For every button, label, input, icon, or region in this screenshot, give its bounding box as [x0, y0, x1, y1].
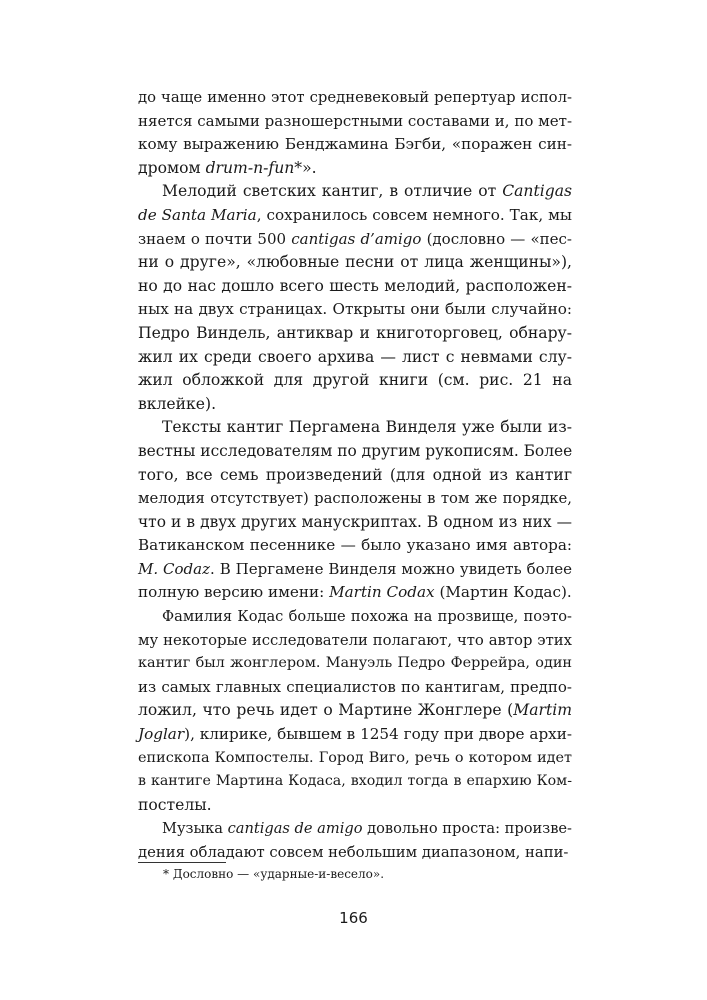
- text-line: [138, 298, 572, 322]
- footnote: * Дословно — «ударные-и-весело».: [163, 867, 385, 881]
- text-run: постелы.: [138, 795, 212, 814]
- text-run: Фамилия Кодас больше похожа на прозвище, поэто-: [162, 608, 572, 626]
- text-run: жил обложкой для другой книги (см. рис. 21 на: [138, 371, 572, 390]
- italic-text: Martim: [513, 701, 572, 720]
- text-run: полную версию имени:: [138, 583, 330, 602]
- text-run: *».: [294, 158, 317, 177]
- text-run: епископа Компостелы. Город Виго, речь о котором идет: [138, 749, 572, 766]
- text-line: [138, 676, 572, 700]
- text-line: [138, 511, 572, 535]
- text-line: [138, 605, 572, 629]
- text-line: [138, 817, 572, 841]
- text-line: [138, 534, 572, 558]
- text-run: кантиг был жонглером. Мануэль Педро Феррейра, один: [138, 655, 572, 672]
- text-line: [138, 747, 572, 771]
- text-line: [138, 157, 572, 181]
- paragraph: [138, 605, 572, 817]
- text-run: . В Пергамене Винделя можно увидеть более: [210, 559, 572, 578]
- text-line: [138, 110, 572, 134]
- text-run: из самых главных специалистов по кантигам, предпо-: [138, 677, 572, 696]
- text-line: [138, 228, 572, 252]
- body-text: [138, 86, 572, 865]
- text-run: Педро Виндель, антиквар и книготорговец, обнару-: [138, 323, 572, 342]
- text-line: [138, 416, 572, 440]
- text-run: ни о друге», «любовные песни от лица женщины»),: [138, 253, 572, 272]
- text-line: [138, 794, 572, 818]
- text-line: [138, 581, 572, 605]
- italic-text: M. Codaz: [138, 559, 211, 578]
- text-line: [138, 440, 572, 464]
- text-line: [138, 393, 572, 417]
- text-line: [138, 86, 572, 110]
- text-run: вестны исследователям по другим рукописям. Более: [138, 441, 573, 460]
- text-run: но до нас дошло всего шесть мелодий, расположен-: [138, 276, 572, 295]
- italic-text: Joglar: [138, 725, 185, 744]
- text-run: жил их среди своего архива — лист с невмами слу-: [138, 347, 572, 366]
- text-run: му некоторые исследователи полагают, что автор этих: [138, 631, 572, 649]
- text-run: ), клирике, бывшем в 1254 году при дворе архи-: [184, 725, 572, 744]
- text-line: [138, 275, 572, 299]
- text-run: что и в двух других манускриптах. В одном из них —: [138, 512, 572, 531]
- page-number: 166: [339, 909, 368, 927]
- paragraph: [138, 817, 572, 864]
- text-line: [138, 487, 572, 511]
- text-run: Музыка: [162, 820, 228, 838]
- text-run: до чаще именно этот средневековый репертуар испол-: [138, 89, 572, 106]
- text-run: того, все семь произведений (для одной из кантиг: [138, 465, 572, 484]
- text-line: [138, 699, 572, 723]
- text-line: [138, 464, 572, 488]
- text-run: в кантиге Мартина Кодаса, входил тогда в епархию Ком-: [138, 773, 572, 790]
- text-run: вклейке).: [138, 394, 217, 413]
- text-line: [138, 770, 572, 794]
- text-run: няется самыми разношерстными составами и, по мет-: [138, 111, 573, 130]
- text-line: [138, 558, 572, 582]
- paragraph: [138, 416, 572, 605]
- text-run: довольно проста: произве-: [362, 820, 572, 838]
- text-run: мелодия отсутствует) расположены в том же порядке,: [138, 490, 572, 508]
- footnote-divider: [138, 862, 226, 863]
- italic-text: Cantigas: [502, 182, 572, 201]
- text-run: знаем о почти 500: [138, 229, 292, 248]
- text-run: , сохранилось совсем немного. Так, мы: [256, 205, 572, 224]
- text-line: [138, 346, 572, 370]
- paragraph: [138, 180, 572, 416]
- italic-text: cantigas d’amigo: [291, 229, 422, 248]
- text-line: [138, 204, 572, 228]
- text-run: ложил, что речь идет о Мартине Жонглере (: [138, 701, 514, 720]
- italic-text: Martin Codax: [329, 583, 435, 602]
- text-run: Мелодий светских кантиг, в отличие от: [162, 182, 503, 201]
- text-line: [138, 133, 572, 157]
- text-line: [138, 652, 572, 676]
- text-run: дромом: [138, 158, 206, 177]
- text-run: (дословно — «пес-: [421, 229, 572, 248]
- text-run: Тексты кантиг Пергамена Винделя уже были из-: [162, 418, 572, 437]
- text-run: ных на двух страницах. Открыты они были случайно:: [138, 300, 572, 319]
- text-run: (Мартин Кодас).: [434, 583, 572, 602]
- italic-text: drum-n-fun: [205, 158, 295, 177]
- text-line: [138, 180, 572, 204]
- text-run: Ватиканском песеннике — было указано имя автора:: [138, 536, 572, 555]
- text-line: [138, 369, 572, 393]
- text-line: [138, 322, 572, 346]
- paragraph: [138, 86, 572, 180]
- text-line: [138, 723, 572, 747]
- text-run: дения обладают совсем небольшим диапазоном, напи-: [138, 844, 569, 861]
- italic-text: de Santa Maria: [138, 205, 257, 224]
- text-run: кому выражению Бенджамина Бэгби, «поражен син-: [138, 135, 572, 154]
- italic-text: cantigas de amigo: [227, 820, 363, 838]
- text-line: [138, 251, 572, 275]
- text-line: [138, 629, 572, 653]
